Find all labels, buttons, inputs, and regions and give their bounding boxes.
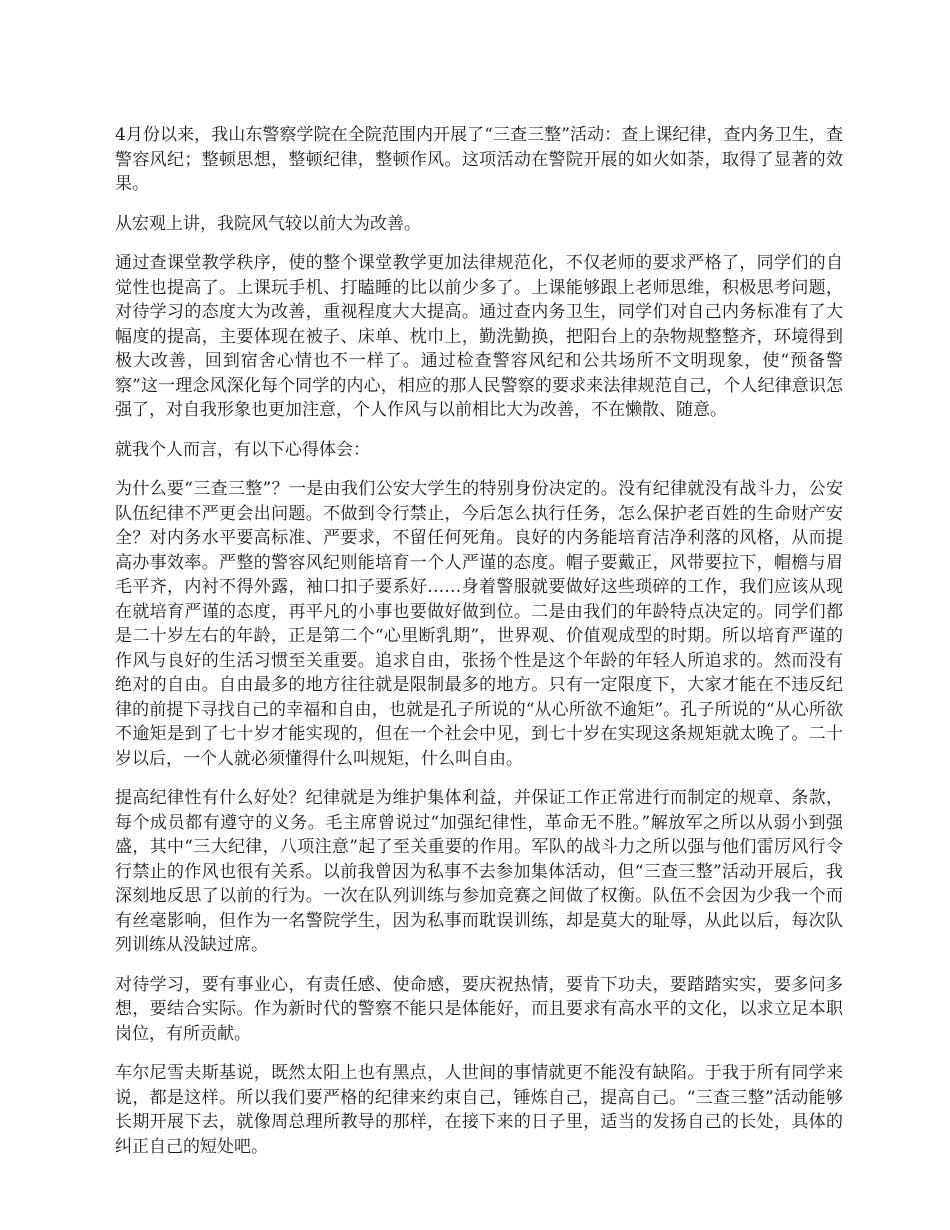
paragraph-intro: 4月份以来，我山东警察学院在全院范围内开展了“三查三整”活动：查上课纪律，查内务卫生，查警容风纪；整顿思想，整顿纪律，整顿作风。这项活动在警院开展的如火如荼，取得了显著的效果。 [115,125,843,194]
paragraph-macro: 从宏观上讲，我院风气较以前大为改善。 [115,213,421,234]
document-body [115,123,843,1174]
paragraph-why: 为什么要“三查三整”？一是由我们公安大学生的特别身份决定的。没有纪律就没有战斗力，公安队伍纪律不严更会出问题。不做到令行禁止，今后怎么执行任务，怎么保护老百姓的生命财产安全？对内务水平要高标准、严要求，不留任何死角。良好的内务能培育洁净利落的风格，从而提高办事效率。严整的警容风纪则能培育一个人严谨的态度。帽子要戴正，风带要拉下，帽檐与眉毛平齐，内衬不得外露，袖口扣子要系好……身着警服就要做好这些琐碎的工作，我们应该从现在就培育严谨的态度，再平凡的小事也要做好做到位。二是由我们的年龄特点决定的。同学们都是二十岁左右的年龄，正是第二个“心里断乳期”，世界观、价值观成型的时期。所以培育严谨的作风与良好的生活习惯至关重要。追求自由，张扬个性是这个年龄的年轻人所追求的。然而没有绝对的自由。自由最多的地方往往就是限制最多的地方。只有一定限度下，大家才能在不违反纪律的前提下寻找自己的幸福和自由，也就是孔子所说的“从心所欲不逾矩”。孔子所说的“从心所欲不逾矩是到了七十岁才能实现的，但在一个社会中见，到七十岁在实现这条规矩就太晚了。二十岁以后，一个人就必须懂得什么叫规矩，什么叫自由。 [115,479,843,769]
paragraph-discipline: 提高纪律性有什么好处？纪律就是为维护集体利益，并保证工作正常进行而制定的规章、条款，每个成员都有遵守的义务。毛主席曾说过“加强纪律性，革命无不胜。”解放军之所以从弱小到强盛，其中“三大纪律，八项注意”起了至关重要的作用。军队的战斗力之所以强与他们雷厉风行令行禁止的作风也很有关系。以前我曾因为私事不去参加集体活动，但“三查三整”活动开展后，我深刻地反思了以前的行为。一次在队列训练与参加竞赛之间做了权衡。队伍不会因为少我一个而有丝毫影响，但作为一名警院学生，因为私事而耽误训练，却是莫大的耻辱，从此以后，每次队列训练从没缺过席。 [115,788,843,955]
paragraph-personal: 就我个人而言，有以下心得体会： [115,439,370,460]
paragraph-study: 对待学习，要有事业心，有责任感、使命感，要庆祝热情，要肯下功夫，要踏踏实实，要多问多想，要结合实际。作为新时代的警察不能只是体能好，而且要求有高水平的文化，以求立足本职岗位，有所贡献。 [115,974,843,1044]
paragraph-improvements: 通过查课堂教学秩序，使的整个课堂教学更加法律规范化，不仅老师的要求严格了，同学们的自觉性也提高了。上课玩手机、打瞌睡的比以前少多了。上课能够跟上老师思维，积极思考问题，对待学习的态度大为改善，重视程度大大提高。通过查内务卫生，同学们对自己内务标准有了大幅度的提高，主要体现在被子、床单、枕巾上，勤洗勤换，把阳台上的杂物规整整齐，环境得到极大改善，回到宿舍心情也不一样了。通过检查警容风纪和公共场所不文明现象，使“预备警察”这一理念风深化每个同学的内心，相应的那人民警察的要求来法律规范自己，个人纪律意识怎强了，对自我形象也更加注意，个人作风与以前相比大为改善，不在懒散、随意。 [115,253,843,420]
paragraph-conclusion: 车尔尼雪夫斯基说，既然太阳上也有黑点，人世间的事情就更不能没有缺陷。于我于所有同学来说，都是这样。所以我们要严格的纪律来约束自己，锤炼自己，提高自己。“三查三整”活动能够长期开展下去，就像周总理所教导的那样，在接下来的日子里，适当的发扬自己的长处，具体的纠正自己的短处吧。 [115,1063,843,1157]
